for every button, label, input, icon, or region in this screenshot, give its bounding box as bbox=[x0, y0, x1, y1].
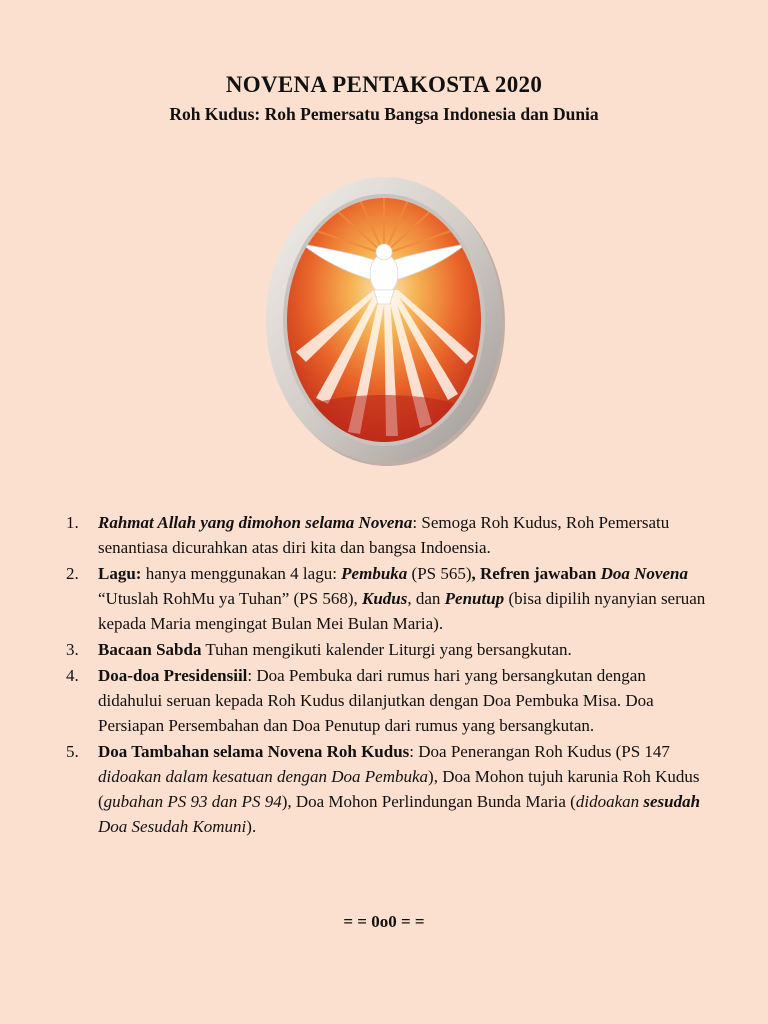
list-item-text: : Doa Penerangan Roh Kudus (PS 147 bbox=[409, 742, 670, 761]
list-item-text: ), Doa Mohon Perlindungan Bunda Maria ( bbox=[281, 792, 576, 811]
list-item-text: hanya menggunakan 4 lagu: bbox=[141, 564, 342, 583]
list-item-number: 3. bbox=[66, 640, 79, 659]
list-item-text: Penutup bbox=[444, 589, 505, 608]
list-item-text: didoakan dalam kesatuan dengan Doa Pembuka bbox=[98, 767, 429, 786]
list-item bbox=[0, 739, 768, 839]
page-title: NOVENA PENTAKOSTA 2020 bbox=[225, 72, 543, 97]
list-item-text: Doa Sesudah Komuni bbox=[98, 817, 247, 836]
list-item-text: (bisa dipilih nyanyian seruan kepada Maria mengingat Bulan Mei Bulan Maria). bbox=[98, 589, 706, 633]
list-item-text: : Semoga Roh Kudus, Roh Pemersatu senantiasa dicurahkan atas diri kita dan bangsa Indoensia. bbox=[98, 513, 670, 557]
list-item bbox=[0, 637, 768, 662]
list-item-text: Bacaan Sabda bbox=[98, 640, 202, 659]
list-item-text: Doa Tambahan selama Novena Roh Kudus bbox=[98, 742, 410, 761]
list-item bbox=[0, 663, 768, 738]
list-item-number: 2. bbox=[66, 564, 79, 583]
holy-spirit-dove-icon bbox=[262, 172, 506, 468]
list-item bbox=[0, 561, 768, 636]
list-item-text: Rahmat Allah yang dimohon selama Novena bbox=[98, 513, 413, 532]
list-item-text: (PS 565) bbox=[407, 564, 472, 583]
list-item-text: Pembuka bbox=[341, 564, 408, 583]
list-item bbox=[0, 510, 768, 560]
page-subtitle: Roh Kudus: Roh Pemersatu Bangsa Indonesia dan Dunia bbox=[169, 104, 599, 124]
list-item-text: didoakan bbox=[575, 792, 644, 811]
list-item-text: ), Doa Mohon tujuh karunia Roh Kudus ( bbox=[98, 767, 700, 811]
list-item-text: Doa Novena bbox=[600, 564, 688, 583]
list-item-text: ). bbox=[246, 817, 257, 836]
list-item-number: 5. bbox=[66, 742, 79, 761]
list-item-text: Kudus bbox=[361, 589, 408, 608]
closing-separator: = = 0o0 = = bbox=[343, 912, 425, 931]
list-item-text: Tuhan mengikuti kalender Liturgi yang bersangkutan. bbox=[201, 640, 572, 659]
list-item-text: , dan bbox=[407, 589, 445, 608]
list-item-number: 4. bbox=[66, 666, 79, 685]
novena-instructions-list bbox=[0, 510, 768, 840]
list-item-text: , Refren jawaban bbox=[471, 564, 601, 583]
list-item-text: Doa-doa Presidensiil bbox=[98, 666, 248, 685]
list-item-text: gubahan PS 93 dan PS 94 bbox=[103, 792, 282, 811]
list-item-text: : Doa Pembuka dari rumus hari yang bersangkutan dengan didahului seruan kepada Roh Kudus dilanjutkan dengan Doa Pembuka Misa. Doa Persiapan Persembahan dan Doa Penutup dari rumus yang bersangkutan. bbox=[98, 666, 654, 735]
list-item-text: “Utuslah RohMu ya Tuhan” (PS 568), bbox=[98, 589, 362, 608]
list-item-text: Lagu: bbox=[98, 564, 142, 583]
list-item-number: 1. bbox=[66, 513, 79, 532]
list-item-text: sesudah bbox=[643, 792, 701, 811]
